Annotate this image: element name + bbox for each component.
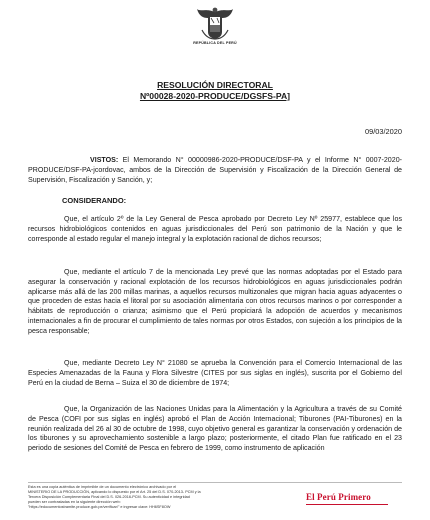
body-paragraph: Que, la Organización de las Naciones Unidas para la Alimentación y la Agricultura a través de su Comité de Pesca (COFI por sus siglas en inglés) aprobó el Plan de Acción Internacional; Tiburones (PAI-Tiburones) en la reunión realizada del 26 al 30 de octubre de 1998, cuyo objetivo general es garantizar la conservación y ordenación de los tiburones y su aprovechamiento sostenible a largo plazo; posteriormente, el citado Plan fue ratificado en el 23 periodo de sesiones del Comité de Pesca en febrero de 1999, como instrumento de aplicación [28, 405, 402, 453]
authenticity-note-line: MINISTERIO DE LA PRODUCCIÓN, aplicando lo dispuesto por el Art. 25 del D.S. 070-2013- PCM y la [28, 490, 201, 495]
vistos-paragraph [28, 156, 402, 185]
resolution-title: RESOLUCIÓN DIRECTORAL [157, 80, 273, 90]
authenticity-note-line: Tercera Disposición Complementaria Final del D.S. 026-2016-PCM. Su autenticidad e integridad [28, 495, 190, 500]
resolution-number: Nº00028-2020-PRODUCE/DGSFS-PA] [139, 91, 291, 101]
vistos-text: El Memorando N° 00000986-2020-PRODUCE/DSF-PA y el Informe N° 0007-2020-PRODUCE/DSF-PA-jcordovac, ambos de la Dirección de Supervisión y Fiscalización de la Dirección General de Supervisión, Fiscalización y Sanción, y; [28, 156, 402, 184]
document-date: 09/03/2020 [365, 127, 402, 136]
vistos-label: VISTOS: [90, 156, 119, 164]
authenticity-note-line: pueden ser contrastadas en la siguiente dirección web: [28, 500, 121, 505]
body-paragraph: Que, mediante el artículo 7 de la mencionada Ley prevé que las normas adoptadas por el Estado para asegurar la conservación y racional explotación de los recursos hidrobiológicos en aguas jurisdiccionales podrán aplicarse más allá de las 200 millas marinas, a aquellos recursos multizonales que migran hacia aguas adyacentes o que proceden de estas hacia el litoral por su asociación alimentaria con otros recursos marinos o por corresponder a hábitats de reproducción o crianza; asimismo que el Perú propiciará la adopción de acuerdos y mecanismos internacionales a fin de procurar el cumplimiento de tales normas por otros Estados, con sujeción a los principios de la pesca responsable; [28, 268, 402, 335]
footer-divider [28, 482, 402, 483]
logo-underline [306, 504, 388, 505]
body-paragraph: Que, mediante Decreto Ley N° 21080 se aprueba la Convención para el Comercio Internacional de las Especies Amenazadas de la Fauna y Flora Silvestre (CITES por sus siglas en inglés), suscrita por el Gobierno del Perú en la ciudad de Berna – Suiza el 30 de diciembre de 1974; [28, 359, 402, 387]
authenticity-note-line: Esta es una copia auténtica de imprimible de un documento electrónico archivado por el [28, 485, 177, 489]
authenticity-note [28, 485, 280, 510]
considerando-heading: CONSIDERANDO: [62, 196, 127, 205]
crest-caption: REPÚBLICA DEL PERÚ [193, 41, 237, 45]
coat-of-arms-icon [196, 6, 234, 40]
authenticity-note-line: "https://edocumentostramite.produce.gob.pe/verificar/" e ingresar clave: HH6SF8OW [28, 505, 171, 510]
el-peru-primero-logo: El Perú Primero [306, 492, 371, 502]
body-paragraph: Que, el artículo 2º de la Ley General de Pesca aprobado por Decreto Ley Nº 25977, establece que los recursos hidrobiológicos contenidos en aguas jurisdiccionales del Perú son patrimonio de la Nación y que le corresponde al estado regular el manejo integral y la explotación racional de dichos recursos; [28, 215, 402, 243]
